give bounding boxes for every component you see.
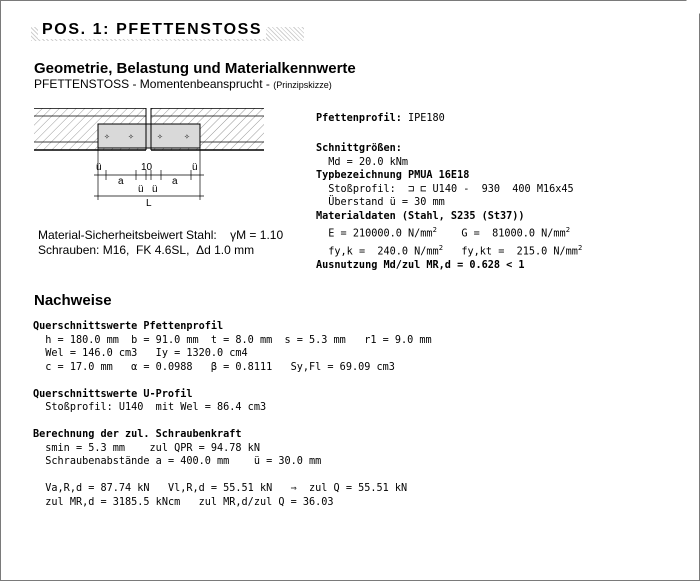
profile-value: IPE180 (408, 113, 445, 124)
dim-u-mid-left: ü (138, 184, 144, 195)
u-line-1: Stoßprofil: U140 mit Wel = 86.4 cm3 (45, 402, 267, 413)
type-heading: Typbezeichnung PMUA 16E18 (316, 170, 470, 181)
profile-label: Pfettenprofil: (316, 113, 402, 124)
subtitle-note: (Prinzipskizze) (273, 80, 332, 90)
dim-a-left: a (118, 176, 124, 187)
qs-line-3: c = 17.0 mm α = 0.0988 β = 0.8111 Sy,Fl = 69.09 cm3 (45, 361, 395, 373)
g-line: G = 81000.0 N/mm (461, 228, 566, 240)
dim-a-right: a (172, 176, 178, 187)
svg-text:✧: ✧ (104, 133, 110, 141)
subtitle-text: PFETTENSTOSS - Momentenbeansprucht - (34, 77, 274, 91)
dim-u-left: ü (96, 162, 102, 173)
bolts-line: Schrauben: M16, FK 4.6SL, Δd 1.0 mm (38, 243, 255, 257)
geometry-heading: Geometrie, Belastung und Materialkennwerte (34, 60, 356, 77)
u-heading: Querschnittswerte U-Profil (33, 388, 193, 400)
material-safety-line (38, 228, 283, 242)
safety-value: γM = 1.10 (230, 228, 284, 242)
joint-sketch (34, 108, 294, 208)
overhang-line: Überstand ü = 30 mm (328, 197, 445, 208)
joint-line: Stoßprofil: ⊐ ⊏ U140 - 930 400 M16x45 (328, 183, 574, 195)
geometry-subtitle (34, 77, 332, 91)
bolt-force-heading: Berechnung der zul. Schraubenkraft (33, 429, 242, 440)
bolt-line-2: Schraubenabstände a = 400.0 mm ü = 30.0 mm (45, 456, 322, 467)
profile-line (316, 112, 445, 126)
dim-gap: 10 (141, 162, 153, 173)
position-title: POS. 1: PFETTENSTOSS (38, 21, 266, 39)
svg-text:✧: ✧ (128, 133, 134, 141)
svg-text:✧: ✧ (157, 133, 163, 141)
dim-u-mid-right: ü (152, 184, 158, 195)
e-line: E = 210000.0 N/mm (328, 228, 433, 240)
qs-line-1: h = 180.0 mm b = 91.0 mm t = 8.0 mm s = 5.3 mm r1 = 9.0 mm (45, 334, 432, 346)
svg-text:✧: ✧ (184, 133, 190, 141)
fykt-line: fy,kt = 215.0 N/mm (461, 246, 578, 258)
nachweise-heading: Nachweise (34, 292, 112, 309)
right-details: Schnittgrößen: Md = 20.0 kNm Typbezeichnung PMUA 16E18 Stoßprofil: ⊐ ⊏ U140 - 930 400 M16x45 Überstand ü = 30 mm Materialdaten (Stahl, S235 (St37)) E = 210000.0 $N/mm^2$ G = 81000.0 $N/mm^2$ fy,k = 240.0 $N/mm^2$ fy,kt = 215.0 $N/mm^2$ Ausnutzung Md/zul MR,d = 0.628 < 1 (316, 143, 583, 271)
qs-line-2: Wel = 146.0 cm3 Iy = 1320.0 cm4 (45, 348, 248, 359)
dim-length: L (146, 198, 152, 208)
bolt-line-4: zul MR,d = 3185.5 kNcm zul MR,d/zul Q = 36.03 (45, 496, 334, 508)
page-corner-fold (686, 0, 700, 14)
forces-heading: Schnittgrößen: (316, 143, 402, 154)
dim-u-right: ü (192, 162, 198, 173)
material-heading: Materialdaten (Stahl, S235 (St37)) (316, 210, 525, 222)
bolt-line-3: Va,R,d = 87.74 kN Vl,R,d = 55.51 kN ⇒ zul Q = 55.51 kN (45, 483, 408, 494)
bolt-line-1: smin = 5.3 mm zul QPR = 94.78 kN (45, 442, 260, 454)
md-line: Md = 20.0 kNm (328, 156, 409, 168)
utilization-line: Ausnutzung Md/zul MR,d = 0.628 < 1 (316, 259, 525, 271)
qs-heading: Querschnittswerte Pfettenprofil (33, 321, 224, 332)
dimension-lines (94, 148, 204, 200)
safety-label: Material-Sicherheitsbeiwert Stahl: (38, 228, 217, 242)
fy-line: fy,k = 240.0 N/mm (328, 246, 439, 258)
nachweise-block (33, 320, 432, 509)
